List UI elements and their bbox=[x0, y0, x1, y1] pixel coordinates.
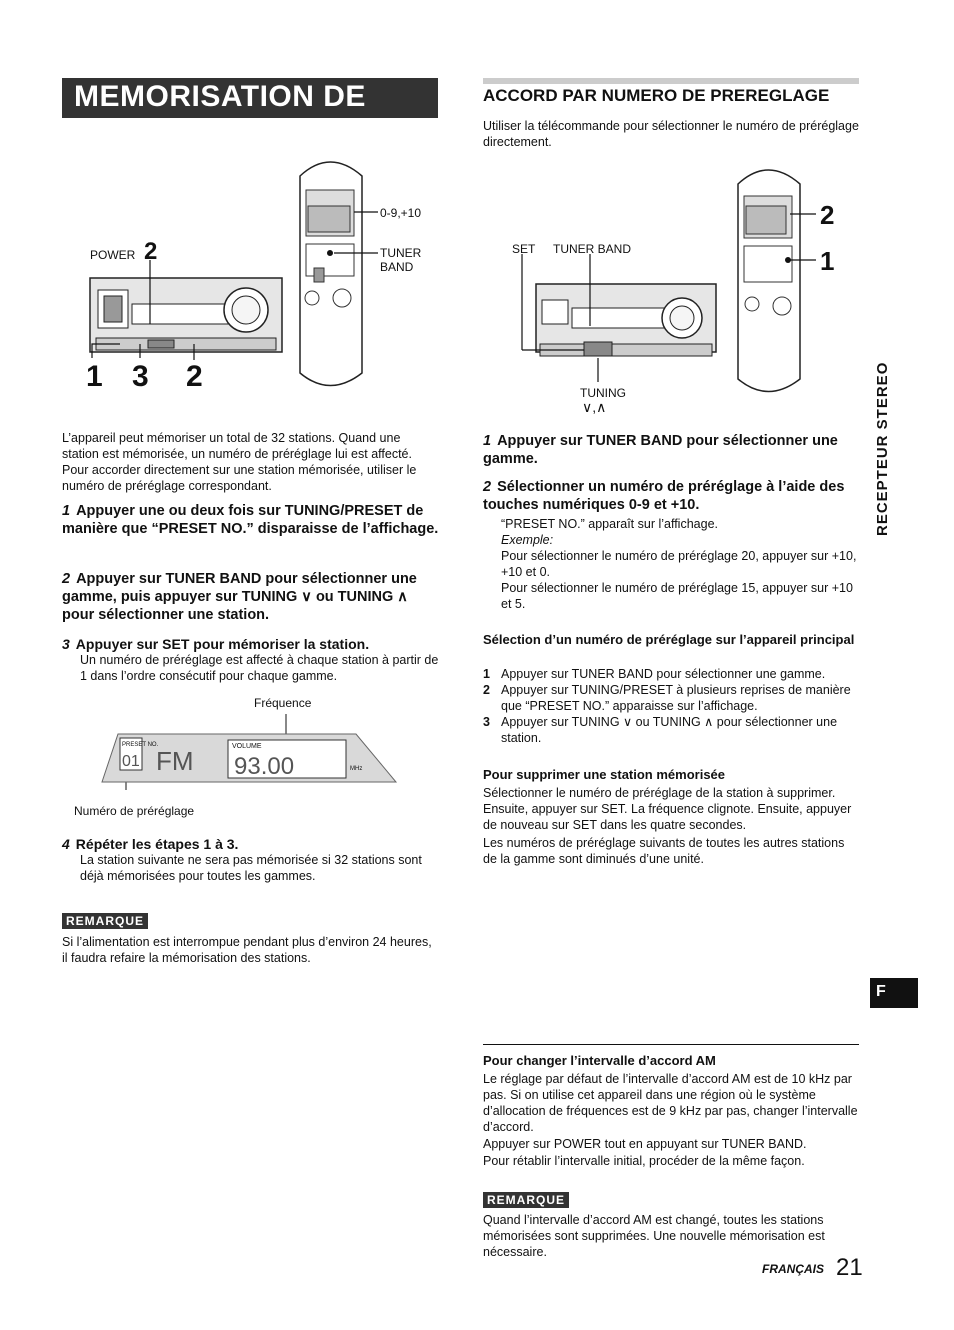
selection-title: Sélection d’un numéro de préréglage sur l’appareil principal bbox=[483, 632, 855, 647]
right-remarque-text: Quand l’intervalle d’accord AM est changé, toutes les stations mémorisées sont supprimées. Une nouvelle mémorisation est nécessaire. bbox=[483, 1213, 825, 1259]
left-step-4: 4 Répéter les étapes 1 à 3. La station suivante ne sera pas mémorisée si 32 stations sont déjà mémorisées pour toutes les gammes. bbox=[62, 836, 422, 883]
display-volume: VOLUME bbox=[232, 743, 262, 750]
callout-3: 3 bbox=[132, 360, 149, 393]
right-step-2: 2 Sélectionner un numéro de préréglage à l’aide des touches numériques 0-9 et +10. bbox=[483, 479, 845, 513]
selection-list bbox=[483, 666, 859, 746]
supprimer-text-2: Les numéros de préréglage suivants de toutes les autres stations de la gamme sont diminués d’une unité. bbox=[483, 836, 845, 866]
display-preset-no: PRESET NO. bbox=[122, 742, 159, 748]
left-step-2: 2 Appuyer sur TUNER BAND pour sélectionner une gamme, puis appuyer sur TUNING ∨ ou TUNING ∧ pour sélectionner une station. bbox=[62, 571, 417, 623]
callout-power-2: 2 bbox=[144, 238, 158, 265]
left-remarque-label: REMARQUE bbox=[62, 913, 148, 929]
set-label: SET bbox=[512, 242, 536, 256]
banner-title: MEMORISATION DE STATIONS bbox=[74, 80, 366, 147]
page-number: 21 bbox=[836, 1254, 863, 1281]
tuner-band-label: TUNER BAND bbox=[380, 246, 422, 274]
display-illustration bbox=[96, 712, 406, 790]
main-unit-illustration-right bbox=[536, 284, 716, 356]
key-0-9-label: 0-9,+10 bbox=[380, 206, 422, 220]
frequence-label: Fréquence bbox=[254, 696, 312, 710]
callout-right-2: 2 bbox=[820, 200, 835, 230]
am-text-1: Le réglage par défaut de l’intervalle d’accord AM est de 10 kHz par pas. Si on utilise cet appareil dans une région où le système d’allocation de fréquences est de 9 kHz par pas, changer l’intervalle d’accord. bbox=[483, 1072, 858, 1134]
tuning-label: TUNING bbox=[580, 386, 626, 400]
title-rule bbox=[483, 78, 859, 84]
am-text-3: Pour rétablir l’intervalle initial, procéder de la même façon. bbox=[483, 1154, 805, 1168]
right-intro: Utiliser la télécommande pour sélectionner le numéro de préréglage directement. bbox=[483, 119, 859, 149]
left-step-3: 3 Appuyer sur SET pour mémoriser la station. Un numéro de préréglage est affecté à chaque station à partir de 1 dans l’ordre consécutif pour chaque gamme. bbox=[62, 636, 439, 683]
remote-control-illustration-right bbox=[738, 170, 800, 392]
am-text-2: Appuyer sur POWER tout en appuyant sur TUNER BAND. bbox=[483, 1137, 807, 1151]
preset-number-label: Numéro de préréglage bbox=[74, 804, 195, 818]
left-intro: L’appareil peut mémoriser un total de 32 stations. Quand une station est mémorisée, un numéro de préréglage lui est affecté. Pour accorder directement sur une station mémorisée, utiliser le numéro de préréglage correspondant. bbox=[62, 431, 417, 493]
left-figure-illustration bbox=[62, 148, 442, 408]
tuning-arrows: ∨,∧ bbox=[582, 399, 607, 415]
power-label: POWER bbox=[90, 248, 136, 262]
section-banner bbox=[62, 78, 438, 147]
sidebar-section-label: RECEPTEUR STEREO bbox=[874, 361, 891, 536]
left-remarque-text: Si l’alimentation est interrompue pendant plus d’environ 24 heures, il faudra refaire la mémorisation des stations. bbox=[62, 935, 432, 965]
list-item: 3 Appuyer sur TUNING ∨ ou TUNING ∧ pour sélectionner une station. bbox=[483, 715, 838, 745]
am-title: Pour changer l’intervalle d’accord AM bbox=[483, 1053, 716, 1068]
right-step-1: 1 Appuyer sur TUNER BAND pour sélectionner une gamme. bbox=[483, 433, 838, 467]
main-unit-illustration bbox=[90, 278, 282, 352]
callout-1: 1 bbox=[86, 360, 103, 393]
remote-control-illustration bbox=[300, 162, 362, 386]
language-tab: F bbox=[870, 978, 918, 1008]
right-step-2-details: “PRESET NO.” apparaît sur l’affichage. Exemple: Pour sélectionner le numéro de préréglage 20, appuyer sur +10, +10 et 0. Pour sélectionner le numéro de préréglage 15, appuyer sur +10 et 5. bbox=[501, 517, 857, 611]
tuner-band-label-right: TUNER BAND bbox=[553, 242, 632, 256]
right-remarque-label: REMARQUE bbox=[483, 1192, 569, 1208]
divider bbox=[483, 1044, 859, 1045]
display-preset-value: 01 bbox=[122, 753, 140, 770]
supprimer-text-1: Sélectionner le numéro de préréglage de la station à supprimer. Ensuite, appuyer sur SET. La fréquence clignote. Ensuite, appuyer de nouveau sur SET dans les quatre secondes. bbox=[483, 786, 852, 832]
display-frequency: 93.00 bbox=[234, 753, 295, 780]
right-title: ACCORD PAR NUMERO DE PREREGLAGE bbox=[483, 86, 830, 105]
display-band: FM bbox=[156, 746, 194, 776]
display-mhz: MHz bbox=[350, 766, 363, 772]
supprimer-title: Pour supprimer une station mémorisée bbox=[483, 767, 726, 782]
left-step-1: 1 Appuyer une ou deux fois sur TUNING/PRESET de manière que “PRESET NO.” disparaisse de l’affichage. bbox=[62, 503, 439, 537]
callout-right-1: 1 bbox=[820, 246, 835, 276]
callout-2: 2 bbox=[186, 360, 203, 393]
right-figure-illustration bbox=[500, 154, 840, 414]
list-item: 2 Appuyer sur TUNING/PRESET à plusieurs reprises de manière que “PRESET NO.” apparaisse sur l’affichage. bbox=[483, 683, 851, 713]
footer-language: FRANÇAIS bbox=[762, 1262, 824, 1276]
list-item: 1 Appuyer sur TUNER BAND pour sélectionner une gamme. bbox=[483, 667, 826, 681]
